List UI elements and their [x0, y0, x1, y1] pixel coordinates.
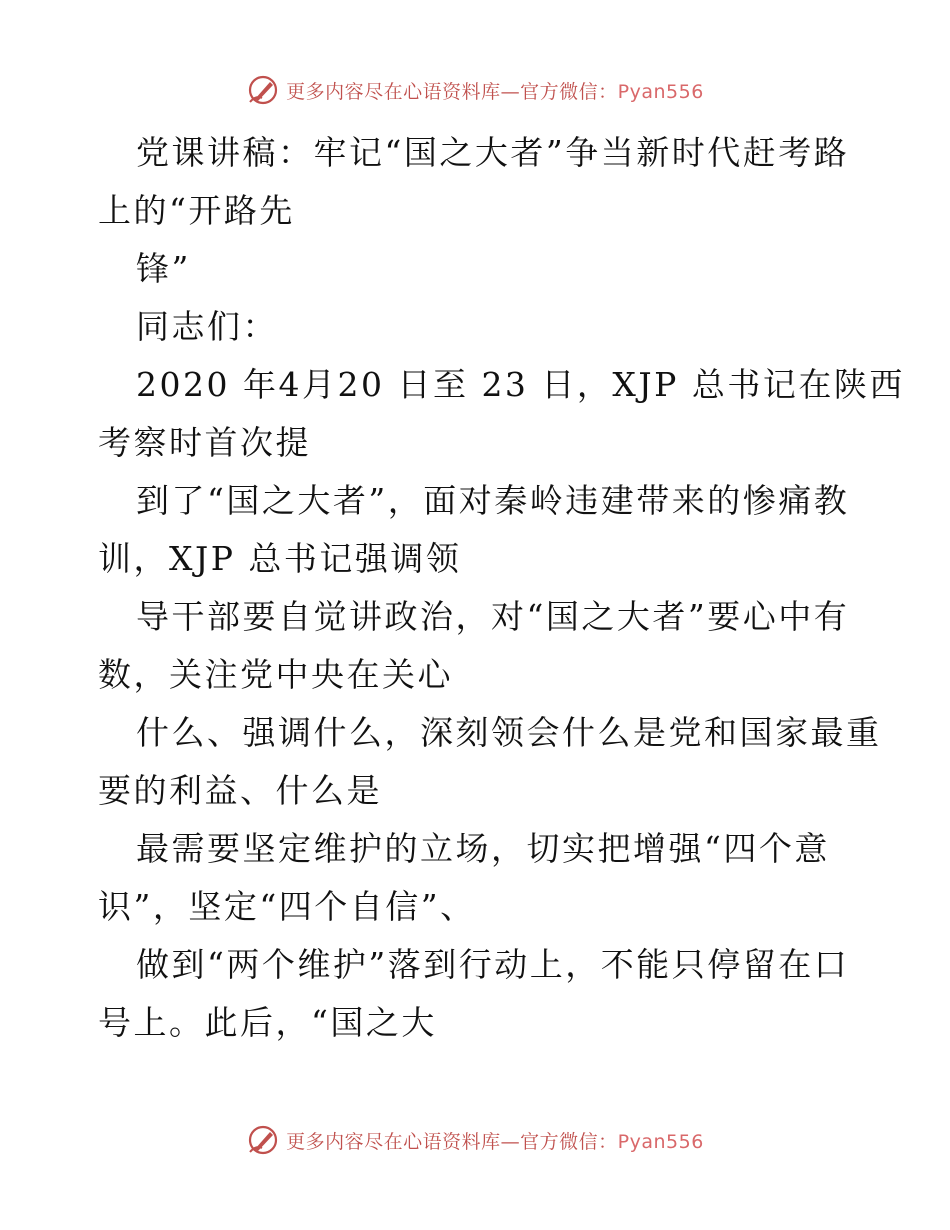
paragraph-line: 号上。此后，“国之大: [98, 1003, 437, 1042]
paragraph-line: 2020 年4月20 日至 23 日，XJP 总书记在陕西: [136, 365, 905, 404]
quill-circle-logo-icon: [246, 1123, 280, 1157]
footer-watermark: [0, 1120, 950, 1160]
paragraph-line: 要的利益、什么是: [98, 771, 382, 810]
title-line-2: 上的“开路先: [98, 191, 295, 230]
header-watermark: [0, 70, 950, 110]
paragraph-line: 考察时首次提: [98, 423, 311, 462]
paragraph-line: 导干部要自觉讲政治，对“国之大者”要心中有: [136, 597, 850, 636]
paragraph-line: 数，关注党中央在关心: [98, 655, 453, 694]
paragraph-line: 到了“国之大者”，面对秦岭违建带来的惨痛教: [136, 481, 850, 520]
quill-circle-logo-icon: [246, 73, 280, 107]
document-body: [98, 124, 905, 1052]
paragraph-line: 做到“两个维护”落到行动上，不能只停留在口: [136, 945, 850, 984]
title-line-1: 党课讲稿：牢记“国之大者”争当新时代赶考路: [136, 133, 850, 172]
paragraph-line: 识”，坚定“四个自信”、: [98, 887, 476, 926]
watermark-text: 更多内容尽在心语资料库—官方微信：Pyan556: [286, 1130, 704, 1153]
watermark-wechat-id: Pyan556: [617, 80, 704, 103]
watermark-wechat-id: Pyan556: [617, 1130, 704, 1153]
paragraph-line: 训，XJP 总书记强调领: [98, 539, 462, 578]
watermark-text: 更多内容尽在心语资料库—官方微信：Pyan556: [286, 80, 704, 103]
salutation: 同志们：: [136, 307, 278, 346]
paragraph-line: 什么、强调什么，深刻领会什么是党和国家最重: [136, 713, 882, 752]
paragraph-line: 最需要坚定维护的立场，切实把增强“四个意: [136, 829, 830, 868]
title-line-3: 锋”: [136, 249, 191, 288]
